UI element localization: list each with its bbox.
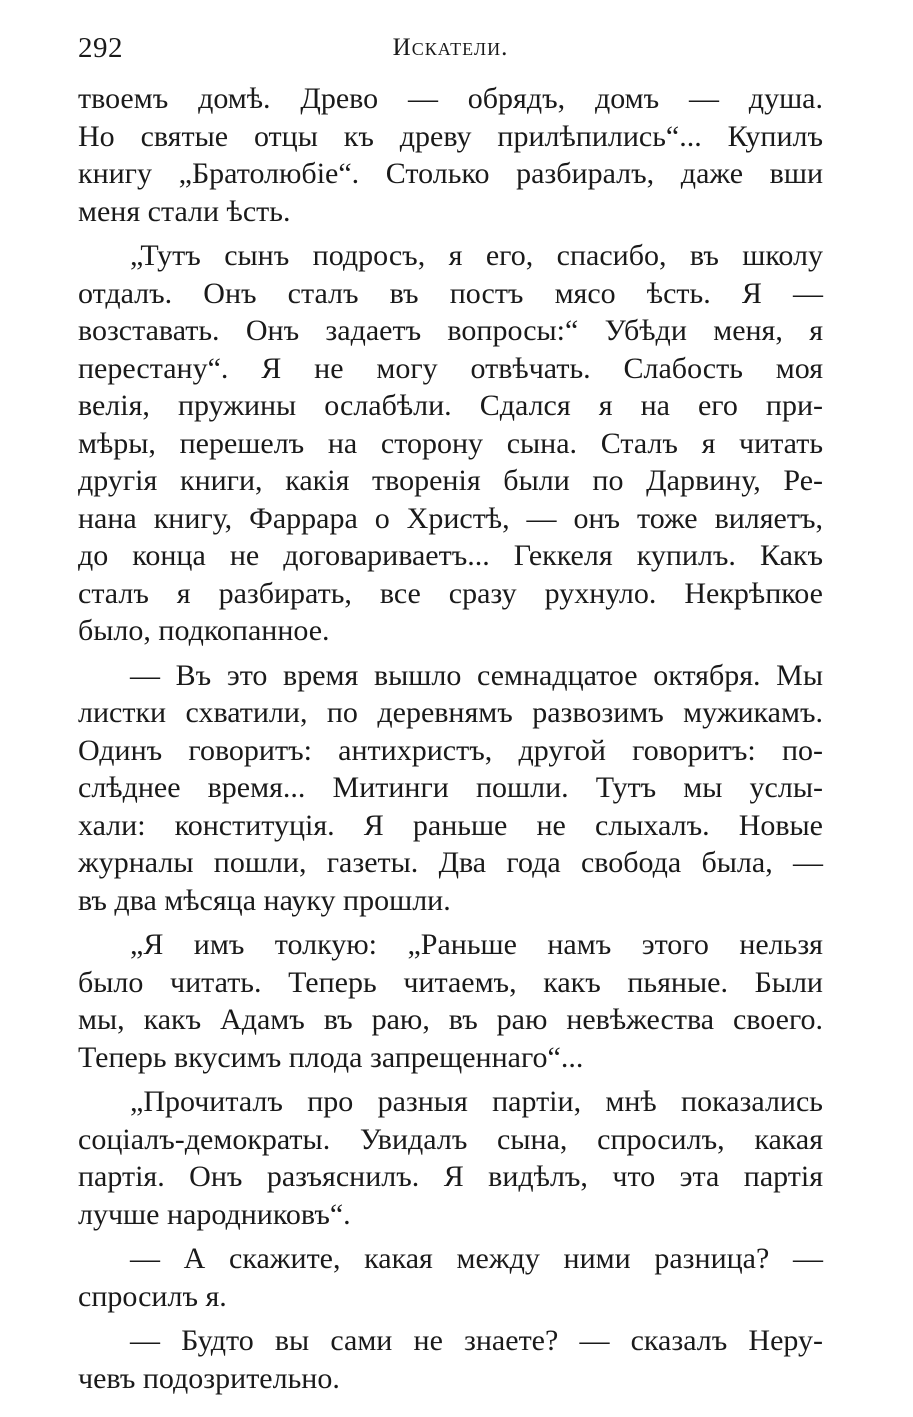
text-line: Теперь вкусимъ плода запрещеннаго“... (78, 1040, 584, 1074)
text-line: — А скажите, какая между ними разница? — (130, 1242, 823, 1275)
text-line: хали: конституція. Я раньше не слыхалъ. Новые (78, 808, 823, 842)
text-line: нана книгу, Фаррара о Христѣ, — онъ тоже виляетъ, (78, 501, 823, 535)
text-line: было, подкопанное. (78, 614, 330, 647)
text-line: Но святые отцы къ древу прилѣпились“... Купилъ (78, 119, 823, 153)
text-line: сталъ я разбирать, все сразу рухнуло. Некрѣпкое (78, 576, 823, 610)
text-line: — Будто вы сами не знаете? — сказалъ Неру- (130, 1324, 823, 1357)
paragraph (78, 926, 823, 1076)
paragraph (78, 1083, 823, 1233)
text-line: перестану“. Я не могу отвѣчать. Слабость моя (78, 351, 823, 385)
paragraph (78, 1240, 823, 1315)
paragraph (78, 80, 823, 230)
text-line: партія. Онъ разъяснилъ. Я видѣлъ, что эта партія (78, 1160, 823, 1193)
book-page (78, 28, 823, 1404)
body-text (78, 80, 823, 1397)
text-line: „Тутъ сынъ подросъ, я его, спасибо, въ школу (130, 239, 823, 272)
text-line: „Я имъ толкую: „Раньше намъ этого нельзя (130, 928, 823, 961)
text-line: соціалъ-демократы. Увидалъ сына, спросилъ, какая (78, 1122, 823, 1156)
text-line: листки схватили, по деревнямъ развозимъ мужикамъ. (78, 696, 823, 729)
text-line: „Прочиталъ про разныя партіи, мнѣ показались (130, 1085, 823, 1118)
running-title: Искатели. (392, 34, 509, 61)
text-line: журналы пошли, газеты. Два года свобода была, — (78, 846, 823, 879)
running-head (78, 28, 823, 72)
text-line: чевъ подозрительно. (78, 1361, 340, 1395)
text-line: мы, какъ Адамъ въ раю, въ раю невѣжества своего. (78, 1003, 823, 1036)
text-line: Одинъ говоритъ: антихристъ, другой говоритъ: по- (78, 733, 823, 767)
paragraph (78, 237, 823, 650)
text-line: — Въ это время вышло семнадцатое октября. Мы (130, 658, 823, 692)
text-line: было читать. Теперь читаемъ, какъ пьяные. Были (78, 965, 823, 999)
text-line: спросилъ я. (78, 1279, 227, 1313)
text-line: слѣднее время... Митинги пошли. Тутъ мы услы- (78, 771, 823, 804)
page-number: 292 (78, 32, 123, 64)
text-line: отдалъ. Онъ сталъ въ постъ мясо ѣсть. Я — (78, 276, 823, 310)
paragraph (78, 657, 823, 920)
text-line: меня стали ѣсть. (78, 194, 291, 228)
text-line: до конца не договариваетъ... Геккеля купилъ. Какъ (78, 539, 823, 572)
text-line: лучше народниковъ“. (78, 1197, 351, 1231)
text-line: возставать. Онъ задаетъ вопросы:“ Убѣди меня, я (78, 314, 823, 347)
text-line: книгу „Братолюбіе“. Столько разбиралъ, даже вши (78, 157, 823, 190)
text-line: другія книги, какія творенія были по Дарвину, Ре- (78, 464, 823, 497)
text-line: мѣры, перешелъ на сторону сына. Сталъ я читать (78, 426, 823, 460)
text-line: велія, пружины ослабѣли. Сдался я на его при- (78, 389, 823, 422)
text-line: твоемъ домѣ. Древо — обрядъ, домъ — душа. (78, 82, 823, 115)
paragraph (78, 1322, 823, 1397)
text-line: въ два мѣсяца науку прошли. (78, 883, 451, 917)
